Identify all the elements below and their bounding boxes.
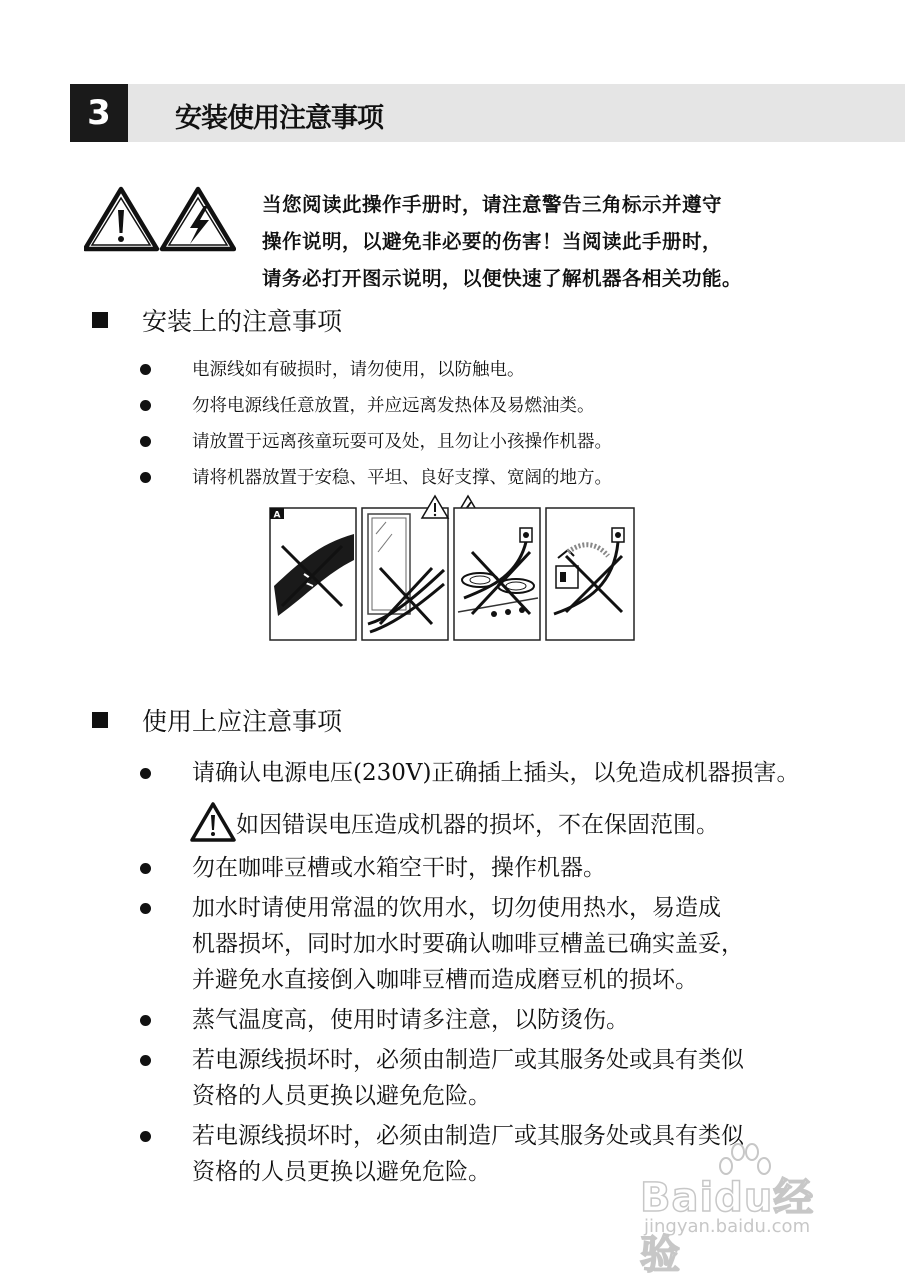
voltage-warning-note xyxy=(190,802,719,842)
list-item-empty-tank: 勿在咖啡豆槽或水箱空干时，操作机器。 xyxy=(140,850,744,886)
intro-paragraph xyxy=(262,186,842,297)
damaged-cord-panel xyxy=(270,508,356,640)
chapter-title: 安装使用注意事项 xyxy=(175,103,383,134)
cord-on-stove-panel xyxy=(454,508,540,640)
install-precautions-list xyxy=(140,352,612,496)
exclamation-warning-icon xyxy=(190,802,236,842)
use-precautions-list xyxy=(140,850,744,1190)
do-not-illustration xyxy=(268,494,640,648)
electric-hazard-icon xyxy=(162,189,234,249)
chapter-number: 3 xyxy=(70,84,128,142)
square-bullet-icon xyxy=(92,312,108,328)
list-item-water: 加水时请使用常温的饮用水，切勿使用热水，易造成 机器损坏，同时加水时要确认咖啡豆槽盖已确实盖妥， 并避免水直接倒入咖啡豆槽而造成磨豆机的损坏。 xyxy=(140,890,744,998)
list-item-steam: 蒸气温度高，使用时请多注意，以防烫伤。 xyxy=(140,1002,744,1038)
list-item-voltage: 请确认电源电压(230V)正确插上插头，以免造成机器损害。 xyxy=(140,755,799,791)
panel-label: A xyxy=(273,510,281,521)
square-bullet-icon xyxy=(92,712,108,728)
list-item: 请将机器放置于安稳、平坦、良好支撑、宽阔的地方。 xyxy=(140,460,612,496)
list-item-power-cord: 若电源线损坏时，必须由制造厂或其服务处或具有类似 资格的人员更换以避免危险。 xyxy=(140,1118,744,1190)
cord-near-heat-panel xyxy=(362,508,448,640)
list-item: 请放置于远离孩童玩耍可及处，且勿让小孩操作机器。 xyxy=(140,424,612,460)
intro-line: 操作说明，以避免非必要的伤害！当阅读此手册时， xyxy=(262,230,723,253)
exclamation-warning-icon xyxy=(422,496,448,518)
section-install-title: 安装上的注意事项 xyxy=(142,307,343,336)
watermark-brand: Baidu经验 xyxy=(640,1175,815,1278)
list-item: 勿将电源线任意放置，并应远离发热体及易燃油类。 xyxy=(140,388,612,424)
use-precautions-list-top xyxy=(140,755,799,791)
list-item-power-cord: 若电源线损坏时，必须由制造厂或其服务处或具有类似 资格的人员更换以避免危险。 xyxy=(140,1042,744,1114)
list-item: 电源线如有破损时，请勿使用，以防触电。 xyxy=(140,352,612,388)
cord-near-oil-panel xyxy=(546,508,634,640)
voltage-note-text: 如因错误电压造成机器的损坏，不在保固范围。 xyxy=(236,811,719,838)
watermark-url: jingyan.baidu.com xyxy=(644,1216,811,1237)
section-use-heading xyxy=(92,702,342,738)
section-use-title: 使用上应注意事项 xyxy=(142,707,343,736)
intro-line: 请务必打开图示说明，以便快速了解机器各相关功能。 xyxy=(262,267,743,290)
warning-icons xyxy=(84,186,236,256)
exclamation-warning-icon xyxy=(85,189,157,249)
section-install-heading xyxy=(92,302,342,338)
intro-line: 当您阅读此操作手册时，请注意警告三角标示并遵守 xyxy=(262,193,723,216)
baidu-watermark xyxy=(640,1148,850,1278)
